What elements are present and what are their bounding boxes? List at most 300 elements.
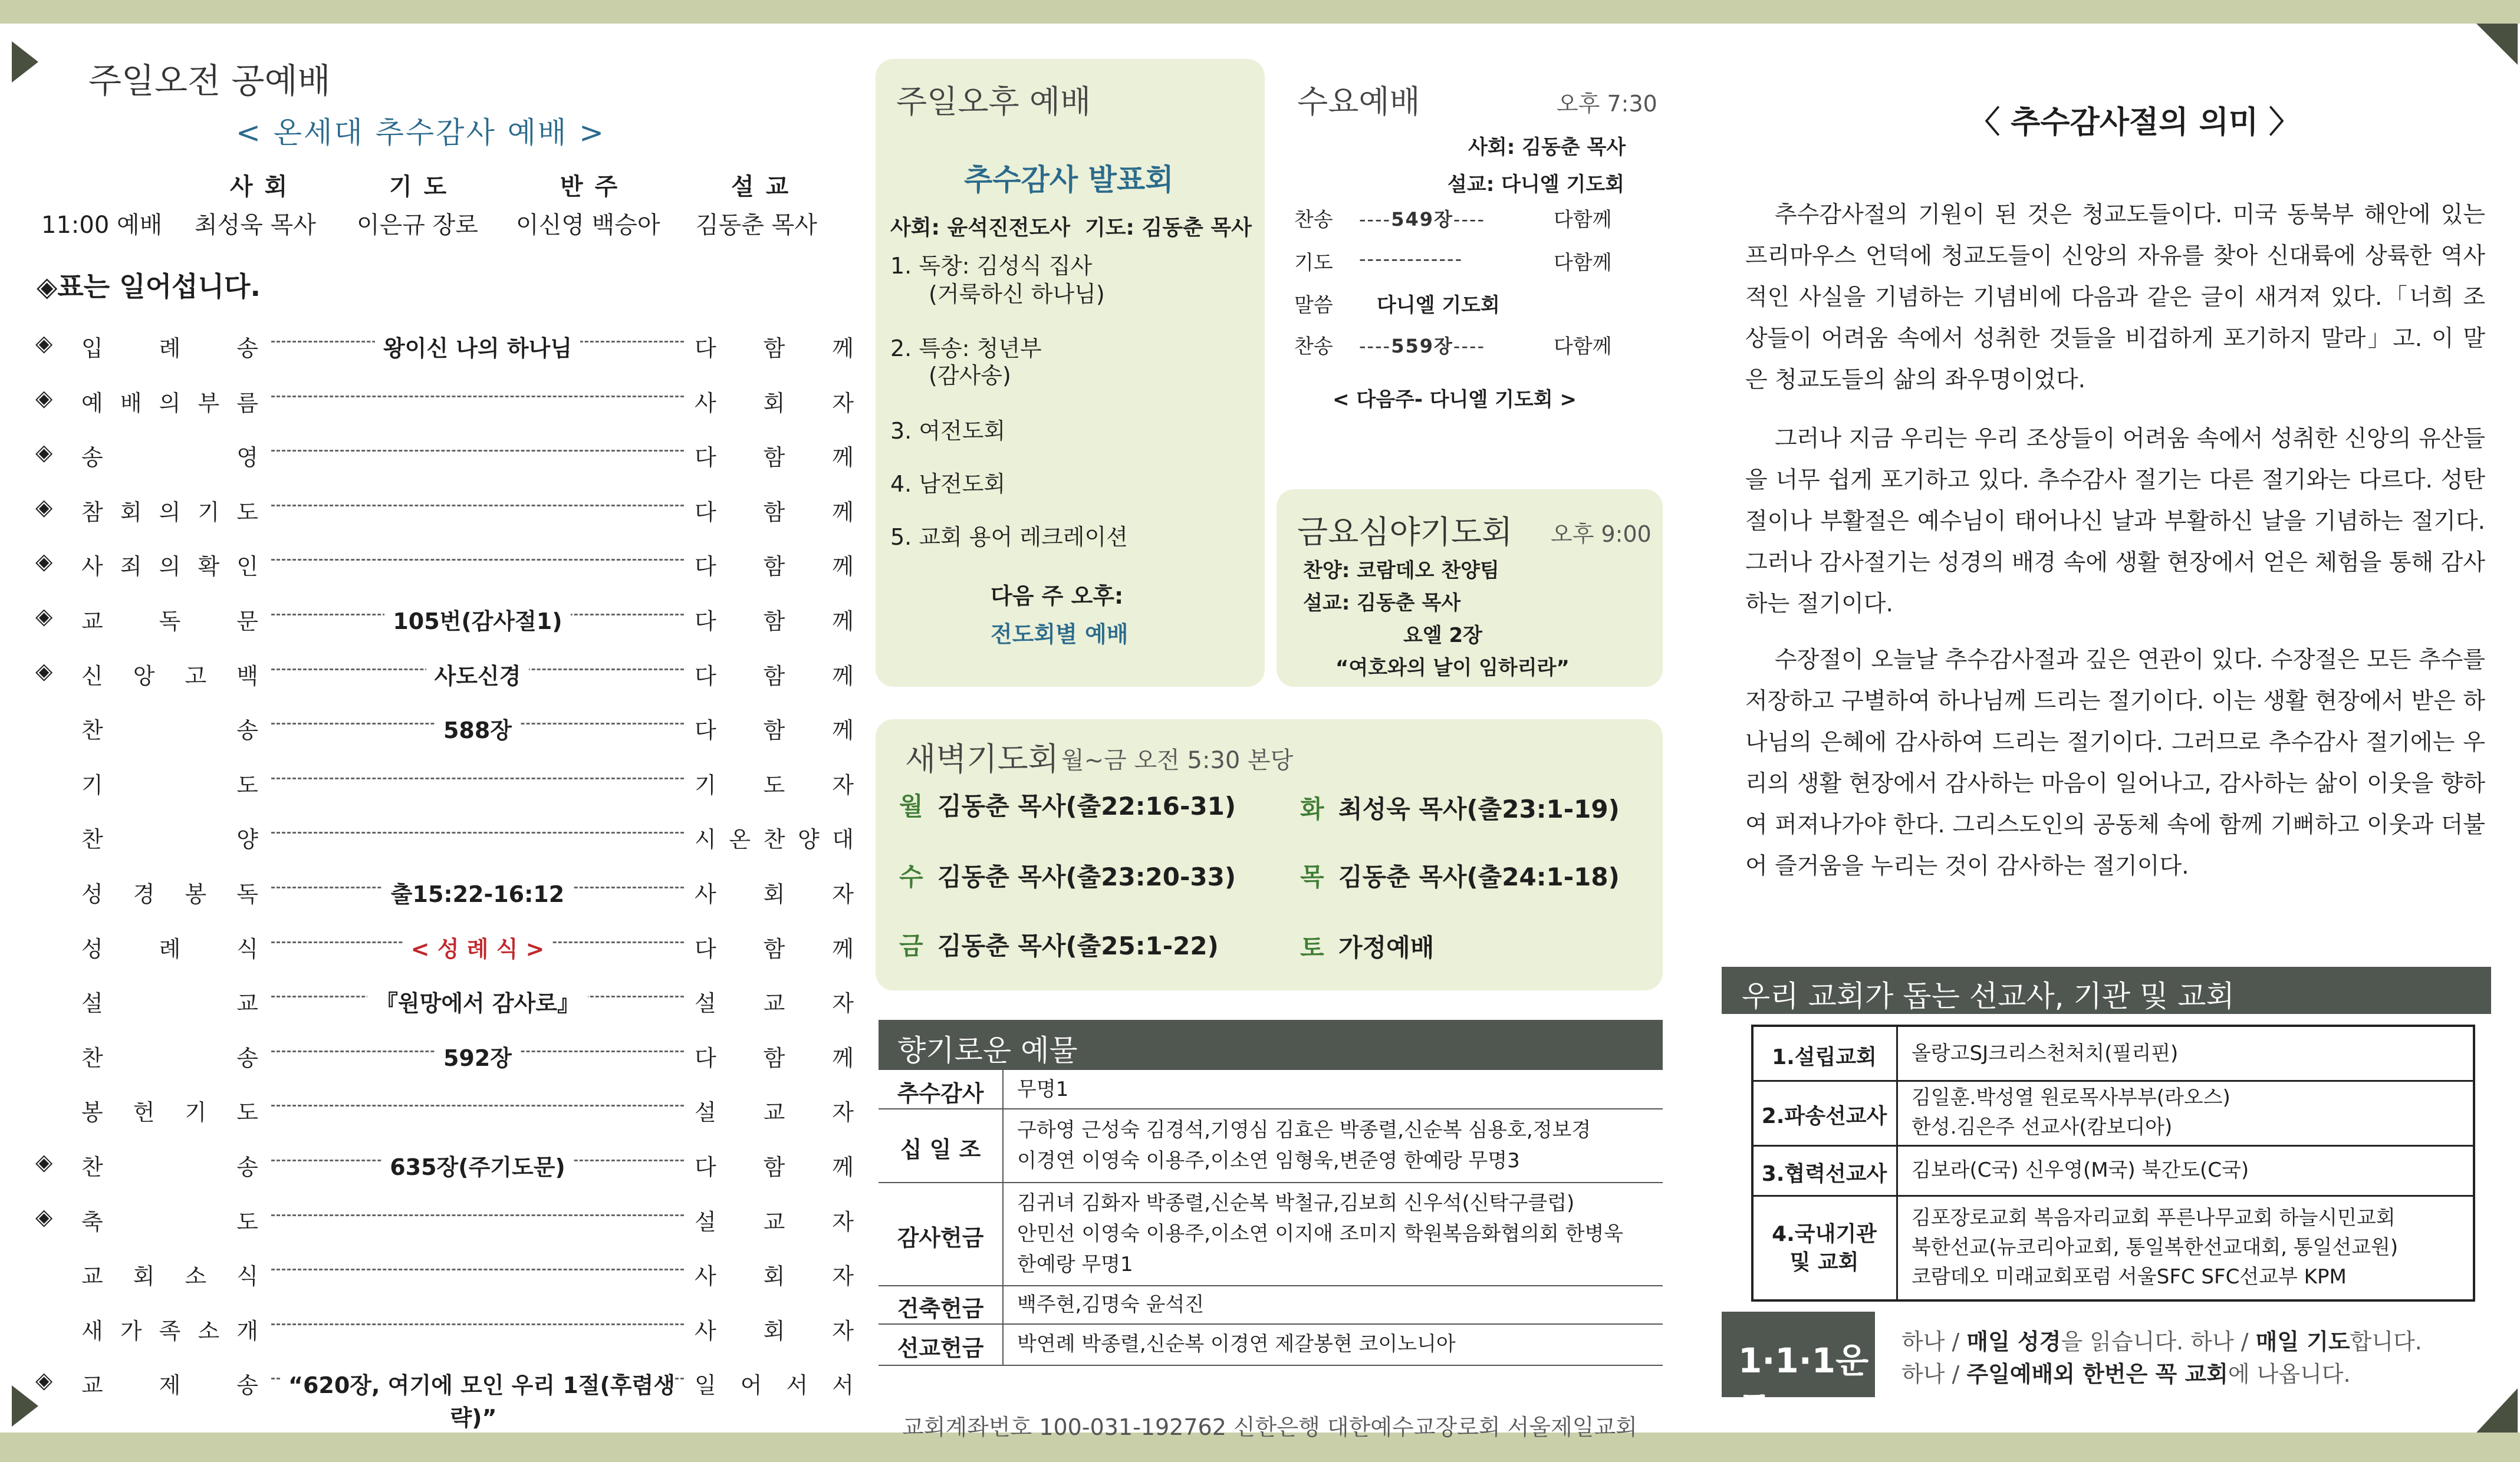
order-item-leader bbox=[695, 1258, 854, 1290]
order-item-name bbox=[81, 1313, 258, 1345]
stand-mark: ◈ bbox=[35, 384, 53, 411]
order-leader-char: 자 bbox=[832, 1318, 854, 1344]
mission-row bbox=[1754, 1145, 2473, 1197]
order-item-leader bbox=[695, 658, 854, 690]
order-leader-char: 다 bbox=[695, 1045, 716, 1071]
order-item-char: 의 bbox=[159, 554, 181, 580]
top-border bbox=[0, 0, 2520, 24]
order-item-content bbox=[271, 1040, 684, 1072]
order-item-char: 례 bbox=[159, 936, 181, 962]
order-item-char: 독 bbox=[159, 608, 181, 634]
mission-values bbox=[1912, 1039, 2178, 1068]
order-leader-char: 회 bbox=[763, 1263, 785, 1290]
afternoon-host: 사회: 윤석진전도사 bbox=[890, 216, 1071, 240]
order-item-leader bbox=[695, 1094, 854, 1127]
order-item-leader bbox=[695, 1313, 854, 1345]
order-leader-char: 함 bbox=[763, 936, 785, 962]
order-row bbox=[35, 1313, 854, 1348]
order-item-char: 봉 bbox=[81, 1099, 103, 1126]
order-leader-char: 께 bbox=[832, 717, 854, 744]
wed-row-2-label: 기도 bbox=[1294, 251, 1333, 275]
order-item-char: 봉 bbox=[185, 881, 207, 907]
wednesday-preacher: 설교: 다니엘 기도회 bbox=[1447, 173, 1625, 196]
order-item-name bbox=[81, 931, 258, 963]
order-leader-char: 도 bbox=[763, 772, 785, 798]
order-item-content-text: < 성 례 식 > bbox=[403, 936, 553, 962]
dash-line bbox=[271, 396, 684, 400]
order-item-char: 의 bbox=[159, 390, 181, 416]
order-leader-char: 서 bbox=[832, 1372, 854, 1399]
order-leader-char: 께 bbox=[832, 554, 854, 580]
order-item-name bbox=[81, 712, 258, 745]
order-item-char: 름 bbox=[236, 390, 258, 416]
order-leader-char: 다 bbox=[695, 608, 716, 634]
order-item-leader bbox=[695, 1204, 854, 1236]
order-leader-char: 께 bbox=[832, 663, 854, 689]
offering-row bbox=[879, 1323, 1663, 1366]
stand-mark: ◈ bbox=[35, 657, 53, 684]
order-leader-char: 자 bbox=[832, 1099, 854, 1126]
offering-label: 선교헌금 bbox=[897, 1335, 984, 1361]
mission-values bbox=[1912, 1155, 2249, 1185]
order-item-leader bbox=[695, 821, 854, 854]
missions-header: 우리 교회가 돕는 선교사, 기관 및 교회 bbox=[1722, 967, 2491, 1014]
order-item-char: 제 bbox=[159, 1372, 181, 1399]
order-item-char: 소 bbox=[185, 1263, 207, 1290]
order-item-leader bbox=[695, 1367, 854, 1400]
meaning-paragraph-3: 수장절이 오늘날 추수감사절과 깊은 연관이 있다. 수장절은 모든 추수를 저장하고 구별하여 하나님께 드리는 절기이다. 이는 생활 현장에서 받은 하나님의 은혜에 감사하여 드리는 절기이다. 그러므로 추수감사 절기에는 우리의 생활 현장에서 감사하는 마음이 일어나고, 감사하는 삶이 이웃을 향하여 퍼져나가야 한다. 그리스도인의 공동체 속에 함께 기뻐하고 이웃과 더불어 즐거움을 누리는 것이 감사하는 절기이다. bbox=[1745, 647, 2485, 880]
order-item-name bbox=[81, 330, 258, 363]
order-row bbox=[35, 767, 854, 802]
program-item-5: 5. 교회 용어 레크레이션 bbox=[890, 524, 1128, 550]
dawn-leader: 최성욱 목사(출23:1-19) bbox=[1338, 795, 1620, 824]
order-item-char: 성 bbox=[81, 936, 103, 962]
offering-names bbox=[1017, 1115, 1591, 1176]
order-row bbox=[35, 1258, 854, 1293]
dawn-leader: 김동춘 목사(출22:16-31) bbox=[937, 792, 1236, 821]
staff-role-preach: 설교 bbox=[731, 173, 801, 200]
stand-mark: ◈ bbox=[35, 548, 53, 575]
order-item-content-text: 588장 bbox=[435, 717, 520, 743]
order-leader-char: 회 bbox=[763, 1318, 785, 1344]
staff-name-host: 최성욱 목사 bbox=[195, 212, 316, 239]
order-item-char: 송 bbox=[236, 1045, 258, 1071]
order-leader-char: 함 bbox=[763, 717, 785, 744]
order-item-char: 앙 bbox=[133, 663, 155, 689]
order-item-name bbox=[81, 767, 258, 799]
order-leader-char: 다 bbox=[695, 499, 716, 525]
offering-row bbox=[879, 1070, 1663, 1109]
order-item-content-text: 사도신경 bbox=[426, 663, 529, 689]
order-item-char: 설 bbox=[81, 990, 103, 1017]
order-leader-char: 께 bbox=[832, 1154, 854, 1180]
friday-quote: “여호와의 날이 임하리라” bbox=[1335, 656, 1570, 680]
friday-time: 오후 9:00 bbox=[1551, 521, 1652, 547]
mission-row bbox=[1754, 1195, 2473, 1299]
order-item-char: 찬 bbox=[81, 1154, 103, 1180]
missions-table bbox=[1751, 1025, 2475, 1302]
wed-row-4-leader: 다함께 bbox=[1554, 335, 1612, 358]
order-item-content-text: 출15:22-16:12 bbox=[383, 881, 573, 907]
dawn-day: 월 bbox=[899, 792, 923, 821]
afternoon-next-label: 다음 주 오후: bbox=[991, 583, 1124, 609]
dash-line bbox=[271, 505, 684, 509]
order-leader-char: 대 bbox=[832, 827, 854, 853]
order-leader-char: 어 bbox=[740, 1372, 762, 1399]
order-leader-char: 기 bbox=[695, 772, 716, 798]
morning-title: 주일오전 공예배 bbox=[88, 61, 331, 101]
mission-line: 한성.김은주 선교사(캄보디아) bbox=[1912, 1115, 2173, 1139]
offering-row bbox=[879, 1285, 1663, 1325]
order-item-char: 족 bbox=[159, 1318, 181, 1344]
account-info: 교회계좌번호 100-031-192762 신한은행 대한예수교장로회 서울제일교회 bbox=[902, 1414, 1637, 1440]
offering-divider bbox=[1002, 1108, 1004, 1182]
order-leader-char: 자 bbox=[832, 772, 854, 798]
order-item-char: 기 bbox=[81, 772, 103, 798]
order-item-char: 식 bbox=[236, 936, 258, 962]
offering-divider bbox=[1002, 1323, 1004, 1365]
dash-line bbox=[271, 832, 684, 836]
wed-row-1-leader: 다함께 bbox=[1554, 208, 1612, 232]
order-leader-char: 께 bbox=[832, 335, 854, 361]
order-item-leader bbox=[695, 767, 854, 799]
order-item-char: 송 bbox=[236, 717, 258, 744]
afternoon-next-value: 전도회별 예배 bbox=[991, 621, 1129, 647]
order-item-content bbox=[271, 603, 684, 635]
mission-line: 김포장로교회 복음자리교회 푸른나무교회 하늘시민교회 bbox=[1912, 1206, 2396, 1230]
order-item-leader bbox=[695, 985, 854, 1018]
stand-mark: ◈ bbox=[35, 1149, 53, 1175]
order-row bbox=[35, 1203, 854, 1239]
afternoon-title: 주일오후 예배 bbox=[896, 83, 1091, 120]
order-leader-char: 사 bbox=[695, 1318, 716, 1344]
order-leader-char: 사 bbox=[695, 390, 716, 416]
mission-divider bbox=[1896, 1027, 1898, 1080]
order-leader-char: 다 bbox=[695, 444, 716, 471]
order-leader-char: 께 bbox=[832, 444, 854, 471]
order-item-char: 가 bbox=[120, 1318, 142, 1344]
offering-label: 건축헌금 bbox=[897, 1295, 984, 1322]
movement-line-2: 하나 / 주일예배외 한번은 꼭 교회에 나옵니다. bbox=[1901, 1361, 2351, 1387]
order-item-leader bbox=[695, 385, 854, 417]
order-item-char: 부 bbox=[198, 390, 220, 416]
offering-line: 김귀녀 김화자 박종렬,신순복 박철규,김보희 신우석(신탁구클럽) bbox=[1017, 1191, 1575, 1215]
order-item-char: 입 bbox=[81, 335, 103, 361]
mission-line: 올랑고SJ크리스천처치(필리핀) bbox=[1912, 1042, 2179, 1065]
order-leader-char: 다 bbox=[695, 1154, 716, 1180]
order-item-char: 새 bbox=[81, 1318, 103, 1344]
order-item-content-text: 105번(감사절1) bbox=[384, 608, 570, 634]
stand-mark: ◈ bbox=[35, 1203, 53, 1230]
order-item-content bbox=[271, 876, 684, 908]
staff-name-preach: 김동춘 목사 bbox=[696, 212, 817, 239]
mission-label: 2.파송선교사 bbox=[1761, 1104, 1887, 1128]
order-leader-char: 회 bbox=[763, 881, 785, 907]
staff-role-accompany: 반주 bbox=[560, 173, 630, 200]
order-leader-char: 께 bbox=[832, 608, 854, 634]
mission-label: 4.국내기관 및 교회 bbox=[1772, 1221, 1877, 1275]
order-item-name bbox=[81, 876, 258, 908]
stand-note: ◈표는 일어섭니다. bbox=[37, 271, 261, 302]
order-item-char: 기 bbox=[185, 1099, 207, 1126]
order-row bbox=[35, 821, 854, 857]
offering-divider bbox=[1002, 1285, 1004, 1323]
stand-mark: ◈ bbox=[35, 1367, 53, 1394]
order-leader-char: 함 bbox=[763, 335, 785, 361]
mission-values bbox=[1912, 1083, 2231, 1142]
order-item-char: 개 bbox=[236, 1318, 258, 1344]
dawn-day: 화 bbox=[1300, 795, 1324, 824]
order-leader-char: 교 bbox=[763, 990, 785, 1017]
order-item-char: 교 bbox=[81, 608, 103, 634]
order-item-char: 헌 bbox=[133, 1099, 155, 1126]
staff-role-host: 사회 bbox=[230, 173, 300, 200]
order-leader-char: 교 bbox=[763, 1209, 785, 1235]
offering-names bbox=[1017, 1074, 1068, 1105]
order-item-char: 참 bbox=[81, 499, 103, 525]
afternoon-event: 추수감사 발표회 bbox=[964, 163, 1174, 197]
order-leader-char: 다 bbox=[695, 663, 716, 689]
wednesday-next: < 다음주- 다니엘 기도회 > bbox=[1333, 388, 1577, 411]
order-leader-char: 다 bbox=[695, 717, 716, 744]
order-item-char: 송 bbox=[236, 1372, 258, 1399]
order-item-char: 독 bbox=[236, 881, 258, 907]
offering-row bbox=[879, 1182, 1663, 1286]
dash-line bbox=[271, 1214, 684, 1219]
order-item-name bbox=[81, 1094, 258, 1127]
order-leader-char: 시 bbox=[695, 827, 716, 853]
order-leader-char: 자 bbox=[832, 881, 854, 907]
offering-names bbox=[1017, 1289, 1204, 1320]
wed-row-2-leader: 다함께 bbox=[1554, 251, 1612, 275]
order-row bbox=[35, 712, 854, 748]
mission-line: 북한선교(뉴코리아교회, 통일복한선교대회, 통일선교원) bbox=[1912, 1235, 2399, 1259]
order-item-name bbox=[81, 494, 258, 526]
order-item-char: 식 bbox=[236, 1263, 258, 1290]
movement-label: 1·1·1운동 bbox=[1722, 1312, 1875, 1397]
program-item-1-sub: (거룩하신 하나님) bbox=[929, 281, 1105, 307]
order-row bbox=[35, 603, 854, 638]
order-item-content bbox=[271, 330, 684, 363]
mission-divider bbox=[1896, 1080, 1898, 1145]
order-row bbox=[35, 330, 854, 366]
order-leader-char: 다 bbox=[695, 335, 716, 361]
order-item-name bbox=[81, 439, 258, 472]
order-leader-char: 교 bbox=[763, 1099, 785, 1126]
corner-triangle-bl bbox=[12, 1385, 38, 1427]
dawn-schedule: 월~금 오전 5:30 본당 bbox=[1061, 747, 1294, 774]
wed-row-2-dashes: ------------- bbox=[1359, 248, 1463, 270]
dawn-day: 수 bbox=[899, 862, 923, 891]
order-leader-char: 양 bbox=[797, 827, 820, 853]
order-item-leader bbox=[695, 330, 854, 363]
wed-row-3-content: 다니엘 기도회 bbox=[1377, 294, 1500, 317]
order-item-char: 교 bbox=[81, 1263, 103, 1290]
service-time: 11:00 예배 bbox=[41, 212, 163, 239]
order-item-char: 양 bbox=[236, 827, 258, 853]
wed-row-4-content: ----559장---- bbox=[1359, 335, 1486, 357]
morning-subtitle: < 온세대 추수감사 예배 > bbox=[236, 116, 606, 150]
order-item-leader bbox=[695, 931, 854, 963]
offering-label: 십 일 조 bbox=[900, 1136, 981, 1163]
staff-role-prayer: 기도 bbox=[389, 173, 459, 200]
order-item-char: 도 bbox=[236, 1099, 258, 1126]
order-item-char: 도 bbox=[236, 1209, 258, 1235]
order-item-char: 사 bbox=[81, 554, 103, 580]
offering-label: 추수감사 bbox=[897, 1080, 984, 1107]
order-leader-char: 자 bbox=[832, 990, 854, 1017]
order-item-content-text: 635장(주기도문) bbox=[381, 1154, 574, 1180]
order-item-char: 축 bbox=[81, 1209, 103, 1235]
order-item-char: 의 bbox=[159, 499, 181, 525]
order-row bbox=[35, 1040, 854, 1075]
mission-row bbox=[1754, 1080, 2473, 1147]
meaning-paragraph-1: 추수감사절의 기원이 된 것은 청교도들이다. 미국 동북부 해안에 있는 프리마우스 언덕에 청교도들이 신앙의 자유를 찾아 신대륙에 상륙한 역사적인 사실을 기념하는 기념비에 다음과 같은 글이 새겨져 있다.「너희 조상들이 어려움 속에서 성취한 것들을 비겁하게 포기하지 말라」고. 이 말은 청교도들의 삶의 좌우명이었다. bbox=[1745, 202, 2485, 393]
order-item-leader bbox=[695, 1040, 854, 1072]
order-item-name bbox=[81, 385, 258, 417]
dawn-leader: 가정예배 bbox=[1338, 933, 1435, 962]
mission-values bbox=[1912, 1203, 2398, 1292]
order-item-name bbox=[81, 1367, 258, 1400]
order-row bbox=[35, 493, 854, 529]
mission-label: 1.설립교회 bbox=[1772, 1045, 1877, 1069]
offering-line: 이경연 이영숙 이용주,이소연 임형욱,변준영 한예랑 무명3 bbox=[1017, 1148, 1520, 1173]
order-item-name bbox=[81, 1149, 258, 1181]
movement-line-1: 하나 / 매일 성경을 읽습니다. 하나 / 매일 기도합니다. bbox=[1901, 1329, 2422, 1355]
order-row bbox=[35, 1149, 854, 1184]
offering-divider bbox=[1002, 1070, 1004, 1108]
program-item-4: 4. 남전도회 bbox=[890, 471, 1006, 497]
order-item-char: 경 bbox=[133, 881, 155, 907]
order-item-name bbox=[81, 1040, 258, 1072]
order-item-char: 백 bbox=[236, 663, 258, 689]
order-item-char: 례 bbox=[159, 335, 181, 361]
corner-triangle-br bbox=[2476, 1388, 2518, 1433]
order-leader-char: 께 bbox=[832, 499, 854, 525]
meaning-title: 〈 추수감사절의 의미 〉 bbox=[1969, 105, 2300, 140]
offering-line: 백주현,김명숙 윤석진 bbox=[1017, 1292, 1205, 1316]
order-row bbox=[35, 931, 854, 966]
mission-divider bbox=[1896, 1195, 1898, 1299]
order-item-name bbox=[81, 658, 258, 690]
friday-text: 요엘 2장 bbox=[1403, 624, 1483, 647]
order-item-content-text: “620장, 여기에 모인 우리 1절(후렴생략)” bbox=[280, 1372, 675, 1431]
order-leader-char: 다 bbox=[695, 554, 716, 580]
offering-names bbox=[1017, 1329, 1456, 1359]
wed-row-1-content: ----549장---- bbox=[1359, 208, 1486, 231]
wed-row-3-label: 말씀 bbox=[1294, 294, 1333, 317]
order-item-char: 예 bbox=[81, 390, 103, 416]
dash-line bbox=[271, 559, 684, 563]
order-leader-char: 께 bbox=[832, 1045, 854, 1071]
dawn-leader: 김동춘 목사(출23:20-33) bbox=[937, 862, 1236, 891]
order-item-char: 인 bbox=[236, 554, 258, 580]
dash-line bbox=[271, 1323, 684, 1328]
friday-title: 금요심야기도회 bbox=[1297, 513, 1513, 551]
dash-line bbox=[271, 778, 684, 782]
order-item-char: 죄 bbox=[120, 554, 142, 580]
order-leader-char: 사 bbox=[695, 1263, 716, 1290]
order-leader-char: 설 bbox=[695, 1099, 716, 1126]
order-item-char: 문 bbox=[236, 608, 258, 634]
order-row bbox=[35, 548, 854, 584]
order-row bbox=[35, 384, 854, 420]
order-item-char: 배 bbox=[120, 390, 142, 416]
order-leader-char: 함 bbox=[763, 1045, 785, 1071]
order-leader-char: 설 bbox=[695, 990, 716, 1017]
order-item-char: 신 bbox=[81, 663, 103, 689]
offering-line: 박연례 박종렬,신순복 이경연 제갈봉현 코이노니아 bbox=[1017, 1332, 1456, 1356]
order-item-name bbox=[81, 1258, 258, 1290]
order-item-char: 도 bbox=[236, 499, 258, 525]
wednesday-title: 수요예배 bbox=[1297, 83, 1420, 120]
order-leader-char: 다 bbox=[695, 936, 716, 962]
order-item-char: 기 bbox=[198, 499, 220, 525]
mission-line: 김보라(C국) 신우영(M국) 북간도(C국) bbox=[1912, 1158, 2249, 1182]
wednesday-time: 오후 7:30 bbox=[1557, 91, 1657, 117]
wed-row-4-label: 찬송 bbox=[1294, 335, 1333, 358]
order-leader-char: 함 bbox=[763, 663, 785, 689]
stand-mark: ◈ bbox=[35, 330, 53, 356]
dawn-day: 토 bbox=[1300, 933, 1324, 962]
offerings-header: 향기로운 예물 bbox=[879, 1020, 1663, 1070]
order-item-char: 교 bbox=[236, 990, 258, 1017]
program-item-3: 3. 여전도회 bbox=[890, 418, 1006, 444]
dash-line bbox=[271, 1269, 684, 1273]
order-item-name bbox=[81, 821, 258, 854]
order-item-leader bbox=[695, 712, 854, 745]
order-item-leader bbox=[695, 603, 854, 635]
order-item-char: 찬 bbox=[81, 1045, 103, 1071]
order-item-char: 확 bbox=[198, 554, 220, 580]
wednesday-host: 사회: 김동춘 목사 bbox=[1468, 136, 1626, 159]
order-leader-char: 서 bbox=[786, 1372, 808, 1399]
order-item-char: 찬 bbox=[81, 827, 103, 853]
order-leader-char: 일 bbox=[695, 1372, 716, 1399]
order-item-char: 도 bbox=[236, 772, 258, 798]
dash-line bbox=[271, 450, 684, 454]
order-item-char: 송 bbox=[81, 444, 103, 471]
offering-line: 구하영 근성숙 김경석,기영심 김효은 박종렬,신순복 심용호,정보경 bbox=[1017, 1118, 1591, 1142]
order-leader-char: 함 bbox=[763, 554, 785, 580]
order-row bbox=[35, 985, 854, 1020]
staff-name-prayer: 이은규 장로 bbox=[357, 212, 478, 239]
mission-line: 김일훈.박성열 원로목사부부(라오스) bbox=[1912, 1086, 2231, 1109]
dawn-leader: 김동춘 목사(출25:1-22) bbox=[937, 931, 1219, 960]
order-item-leader bbox=[695, 548, 854, 581]
order-item-char: 고 bbox=[185, 663, 207, 689]
order-item-leader bbox=[695, 439, 854, 472]
dawn-day: 목 bbox=[1300, 862, 1324, 891]
friday-praise: 찬양: 코람데오 찬양팀 bbox=[1303, 559, 1499, 582]
order-item-name bbox=[81, 985, 258, 1018]
dawn-leader: 김동춘 목사(출24:1-18) bbox=[1338, 862, 1620, 891]
dawn-day: 금 bbox=[899, 931, 923, 960]
stand-mark: ◈ bbox=[35, 439, 53, 466]
meaning-paragraph-2: 그러나 지금 우리는 우리 조상들이 어려움 속에서 성취한 신앙의 유산들을 너무 쉽게 포기하고 있다. 추수감사 절기는 다른 절기와는 다르다. 성탄절이나 부활절은 예수님이 태어나신 날과 부활하신 날을 기념하는 절기다. 그러나 감사절기는 성경의 배경 속에 생활 현장에서 얻은 체험을 통해 감사하는 절기이다. bbox=[1745, 426, 2485, 617]
mission-row bbox=[1754, 1027, 2473, 1082]
order-item-name bbox=[81, 1204, 258, 1236]
order-item-char: 성 bbox=[81, 881, 103, 907]
order-item-content bbox=[271, 931, 684, 963]
order-item-name bbox=[81, 603, 258, 635]
mission-divider bbox=[1896, 1145, 1898, 1195]
corner-triangle-tl bbox=[12, 41, 38, 83]
stand-mark: ◈ bbox=[35, 493, 53, 520]
order-item-content bbox=[271, 985, 684, 1018]
offering-line: 안민선 이영숙 이용주,이소연 이지애 조미지 학원복음화협의회 한병욱 bbox=[1017, 1221, 1624, 1246]
order-item-content-text: 『원망에서 감사로』 bbox=[367, 990, 588, 1016]
